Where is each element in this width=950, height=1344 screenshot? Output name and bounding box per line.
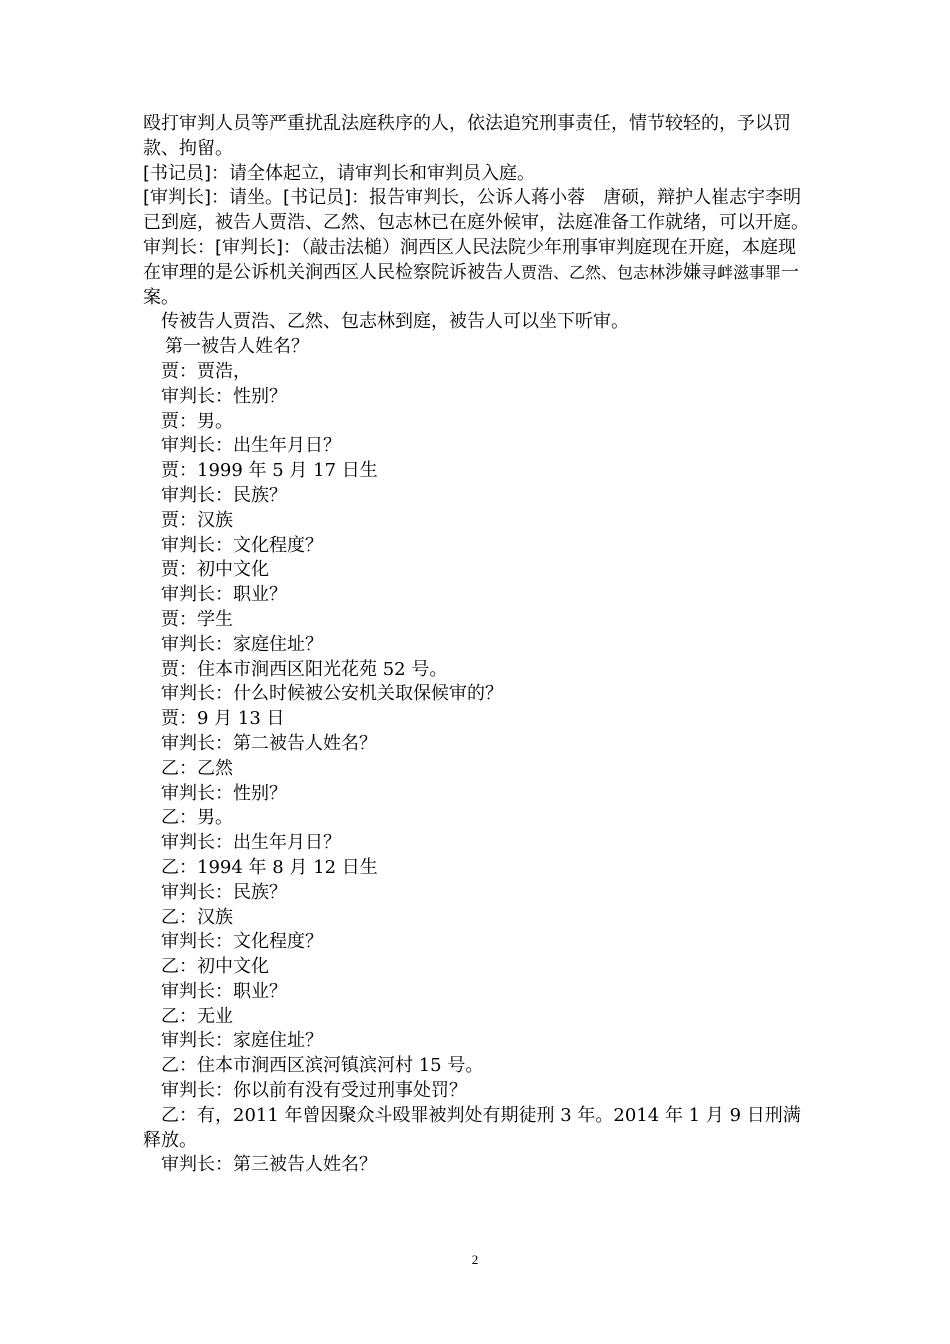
dialogue-line: 审判长：民族？ (161, 484, 287, 506)
dialogue-line: 审判长：民族？ (161, 881, 287, 903)
dialogue-line: 审判长：职业？ (161, 584, 287, 606)
dialogue-line: 审判长：第三被告人姓名？ (161, 1154, 377, 1176)
court-open-suspected: 涉嫌 (665, 261, 702, 283)
dialogue-line: 审判长：文化程度？ (161, 931, 323, 953)
dialogue-line: 审判长：家庭住址？ (161, 633, 323, 655)
dialogue-line: 审判长：出生年月日？ (161, 832, 341, 854)
dialogue-line: 乙：汉族 (161, 906, 233, 928)
dialogue-line: 审判长：性别？ (161, 782, 287, 804)
dialogue-line: 审判长：出生年月日？ (161, 435, 341, 457)
dialogue-line: 审判长：文化程度？ (161, 534, 323, 556)
dialogue-line: 贾：1999 年 5 月 17 日生 (161, 460, 378, 482)
defendant-names: 贾浩、乙然、包志林 (521, 262, 666, 282)
dialogue-line: 乙：住本市涧西区滨河镇滨河村 15 号。 (161, 1055, 484, 1077)
dialogue-line: 审判长：什么时候被公安机关取保候审的？ (161, 683, 503, 705)
paragraph-court-discipline: 殴打审判人员等严重扰乱法庭秩序的人，依法追究刑事责任，情节较轻的，予以罚款、拘留。 (143, 113, 791, 159)
paragraph-court-open (143, 236, 811, 310)
paragraph-summon-defendants: 传被告人贾浩、乙然、包志林到庭，被告人可以坐下听审。 (161, 311, 629, 333)
paragraph-clerk-report: [审判长]：请坐。[书记员]：报告审判长，公诉人蒋小蓉 唐硕，辩护人崔志宇李明已到庭，被告人贾浩、乙然、包志林已在庭外候审，法庭准备工作就绪，可以开庭。 (143, 187, 809, 234)
dialogue-line: 乙：有，2011 年曾因聚众斗殴罪被判处有期徒刑 3 年。2014 年 1 月 9 日刑满释放。 (143, 1104, 801, 1151)
dialogue-line: 审判长：家庭住址？ (161, 1030, 323, 1052)
dialogue-line: 乙：乙然 (161, 757, 233, 779)
court-open-text: 审判长：[审判长]：（敲击法槌）涧西区人民法院少年刑事审判庭现在开庭，本庭现在审理的是公诉机关涧西区人民检察院诉被告人 (143, 236, 797, 283)
paragraph-clerk-rise: [书记员]：请全体起立，请审判长和审判员入庭。 (143, 162, 536, 184)
dialogue-line: 乙：无业 (161, 1005, 233, 1027)
dialogue-line: 乙：男。 (161, 807, 233, 829)
dialogue-line: 贾：学生 (161, 608, 233, 630)
dialogue-line: 审判长：性别？ (161, 385, 287, 407)
dialogue-line: 贾：9 月 13 日 (161, 708, 285, 730)
dialogue-line: 审判长：你以前有没有受过刑事处罚？ (161, 1080, 467, 1102)
paragraph-first-defendant-name: 第一被告人姓名？ (165, 336, 309, 358)
dialogue-line: 乙：初中文化 (161, 956, 269, 978)
dialogue-line: 贾：男。 (161, 410, 233, 432)
page-number: 2 (471, 1252, 479, 1267)
dialogue-line: 贾：汉族 (161, 509, 233, 531)
dialogue-line: 乙：1994 年 8 月 12 日生 (161, 856, 378, 878)
court-open-end: 一案。 (143, 261, 800, 308)
document-body (143, 112, 811, 1178)
dialogue-line: 贾：初中文化 (161, 559, 269, 581)
dialogue-line: 贾：贾浩， (161, 360, 251, 382)
dialogue-line: 审判长：职业？ (161, 980, 287, 1002)
dialogue-line: 审判长：第二被告人姓名？ (161, 732, 377, 754)
charge-name: 寻衅滋事罪 (701, 262, 782, 282)
dialogue-line: 贾：住本市涧西区阳光花苑 52 号。 (161, 658, 448, 680)
